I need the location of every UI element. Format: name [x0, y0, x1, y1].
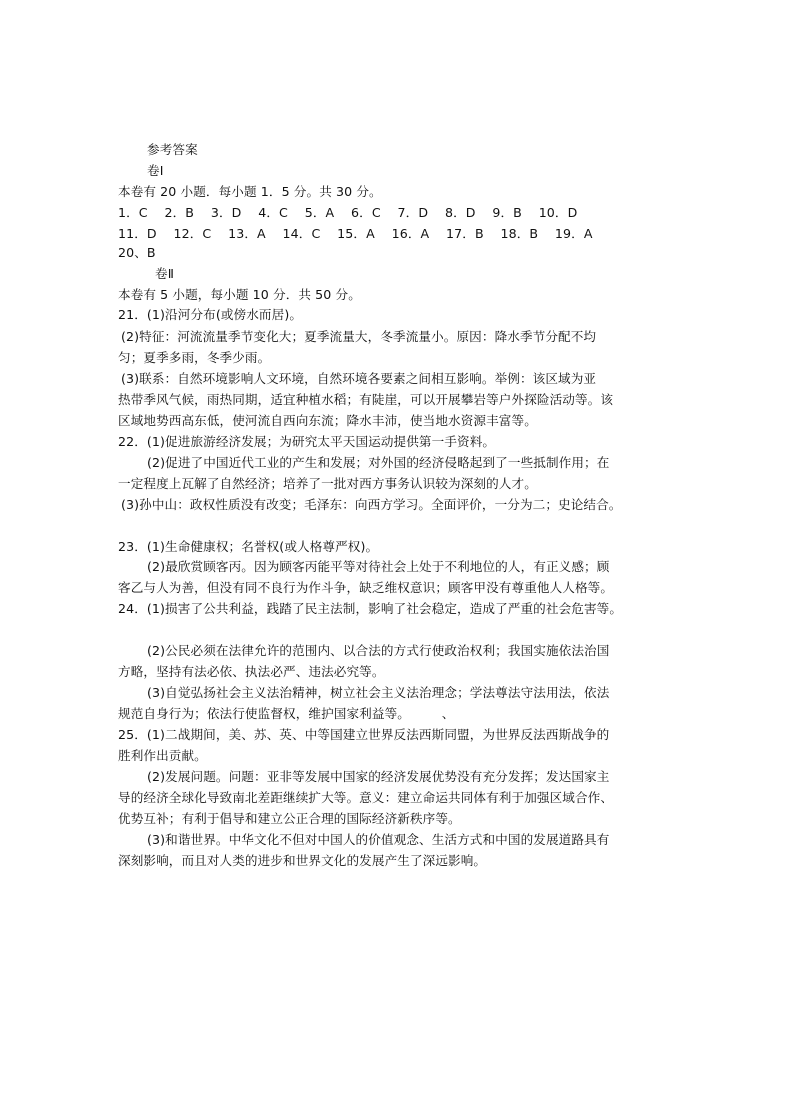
answer-line: 客乙与人为善，但没有同不良行为作斗争，缺乏维权意识；顾客甲没有尊重他人人格等。	[118, 580, 614, 595]
section1-heading: 卷Ⅰ	[147, 163, 164, 178]
answer-line: (2)公民必须在法律允许的范围内、以合法的方式行使政治权利；我国实施依法治国	[147, 643, 610, 658]
answers-row-1: 1．C 2．B 3．D 4．C 5．A 6．C 7．D 8．D 9．B 10．D	[118, 205, 578, 220]
answer-line: (2)最欣赏顾客丙。因为顾客丙能平等对待社会上处于不利地位的人，有正义感；顾	[147, 559, 610, 574]
answer-line: 25．(1)二战期间，美、苏、英、中等国建立世界反法西斯同盟，为世界反法西斯战争的	[118, 727, 610, 742]
answer-line: 胜利作出贡献。	[118, 748, 207, 763]
answer-line: 方略，坚持有法必依、执法必严、违法必究等。	[118, 664, 385, 679]
answer-line: 优势互补；有利于倡导和建立公正合理的国际经济新秩序等。	[118, 811, 461, 826]
answer-line: 23．(1)生命健康权；名誉权(或人格尊严权)。	[118, 539, 379, 554]
doc-title: 参考答案	[147, 142, 198, 157]
section1-intro: 本卷有 20 小题．每小题 1．5 分。共 30 分。	[118, 184, 382, 199]
answer-line: 22．(1)促进旅游经济发展；为研究太平天国运动提供第一手资料。	[118, 434, 496, 449]
section2-heading: 卷Ⅱ	[155, 266, 174, 281]
answer-line: (3)和谐世界。中华文化不但对中国人的价值观念、生活方式和中国的发展道路具有	[147, 832, 610, 847]
answers-row-3: 20、B	[118, 245, 156, 260]
section2-intro: 本卷有 5 小题，每小题 10 分．共 50 分。	[118, 287, 361, 302]
answer-line: 匀；夏季多雨，冬季少雨。	[118, 350, 271, 365]
answer-line: 热带季风气候，雨热同期，适宜种植水稻；有陡崖，可以开展攀岩等户外探险活动等。该	[118, 392, 614, 407]
answer-line: (3)联系：自然环境影响人文环境，自然环境各要素之间相互影响。举例：该区域为亚	[121, 371, 597, 386]
answer-line: (3)自觉弘扬社会主义法治精神，树立社会主义法治理念；学法尊法守法用法，依法	[147, 685, 610, 700]
answers-row-2: 11．D 12．C 13．A 14．C 15．A 16．A 17．B 18．B 19．A	[118, 226, 593, 241]
answer-line: 21．(1)沿河分布(或傍水而居)。	[118, 307, 303, 322]
answer-line: 24．(1)损害了公共利益，践踏了民主法制，影响了社会稳定，造成了严重的社会危害等。	[118, 601, 623, 616]
answer-line: 深刻影响，而且对人类的进步和世界文化的发展产生了深远影响。	[118, 853, 487, 868]
answer-line: 区域地势西高东低，使河流自西向东流；降水丰沛，使当地水资源丰富等。	[118, 413, 537, 428]
answer-line: (2)特征：河流流量季节变化大；夏季流量大，冬季流量小。原因：降水季节分配不均	[121, 329, 597, 344]
answer-line: (3)孙中山：政权性质没有改变；毛泽东：向西方学习。全面评价，一分为二；史论结合。	[121, 497, 622, 512]
answer-line: (2)促进了中国近代工业的产生和发展；对外国的经济侵略起到了一些抵制作用；在	[147, 455, 610, 470]
answer-line: 一定程度上瓦解了自然经济；培养了一批对西方事务认识较为深刻的人才。	[118, 476, 537, 491]
answer-line: 规范自身行为；依法行使监督权，维护国家利益等。 、	[118, 706, 455, 721]
answer-line: (2)发展问题。问题：亚非等发展中国家的经济发展优势没有充分发挥；发达国家主	[147, 769, 610, 784]
answer-line: 导的经济全球化导致南北差距继续扩大等。意义：建立命运共同体有利于加强区域合作、	[118, 790, 614, 805]
